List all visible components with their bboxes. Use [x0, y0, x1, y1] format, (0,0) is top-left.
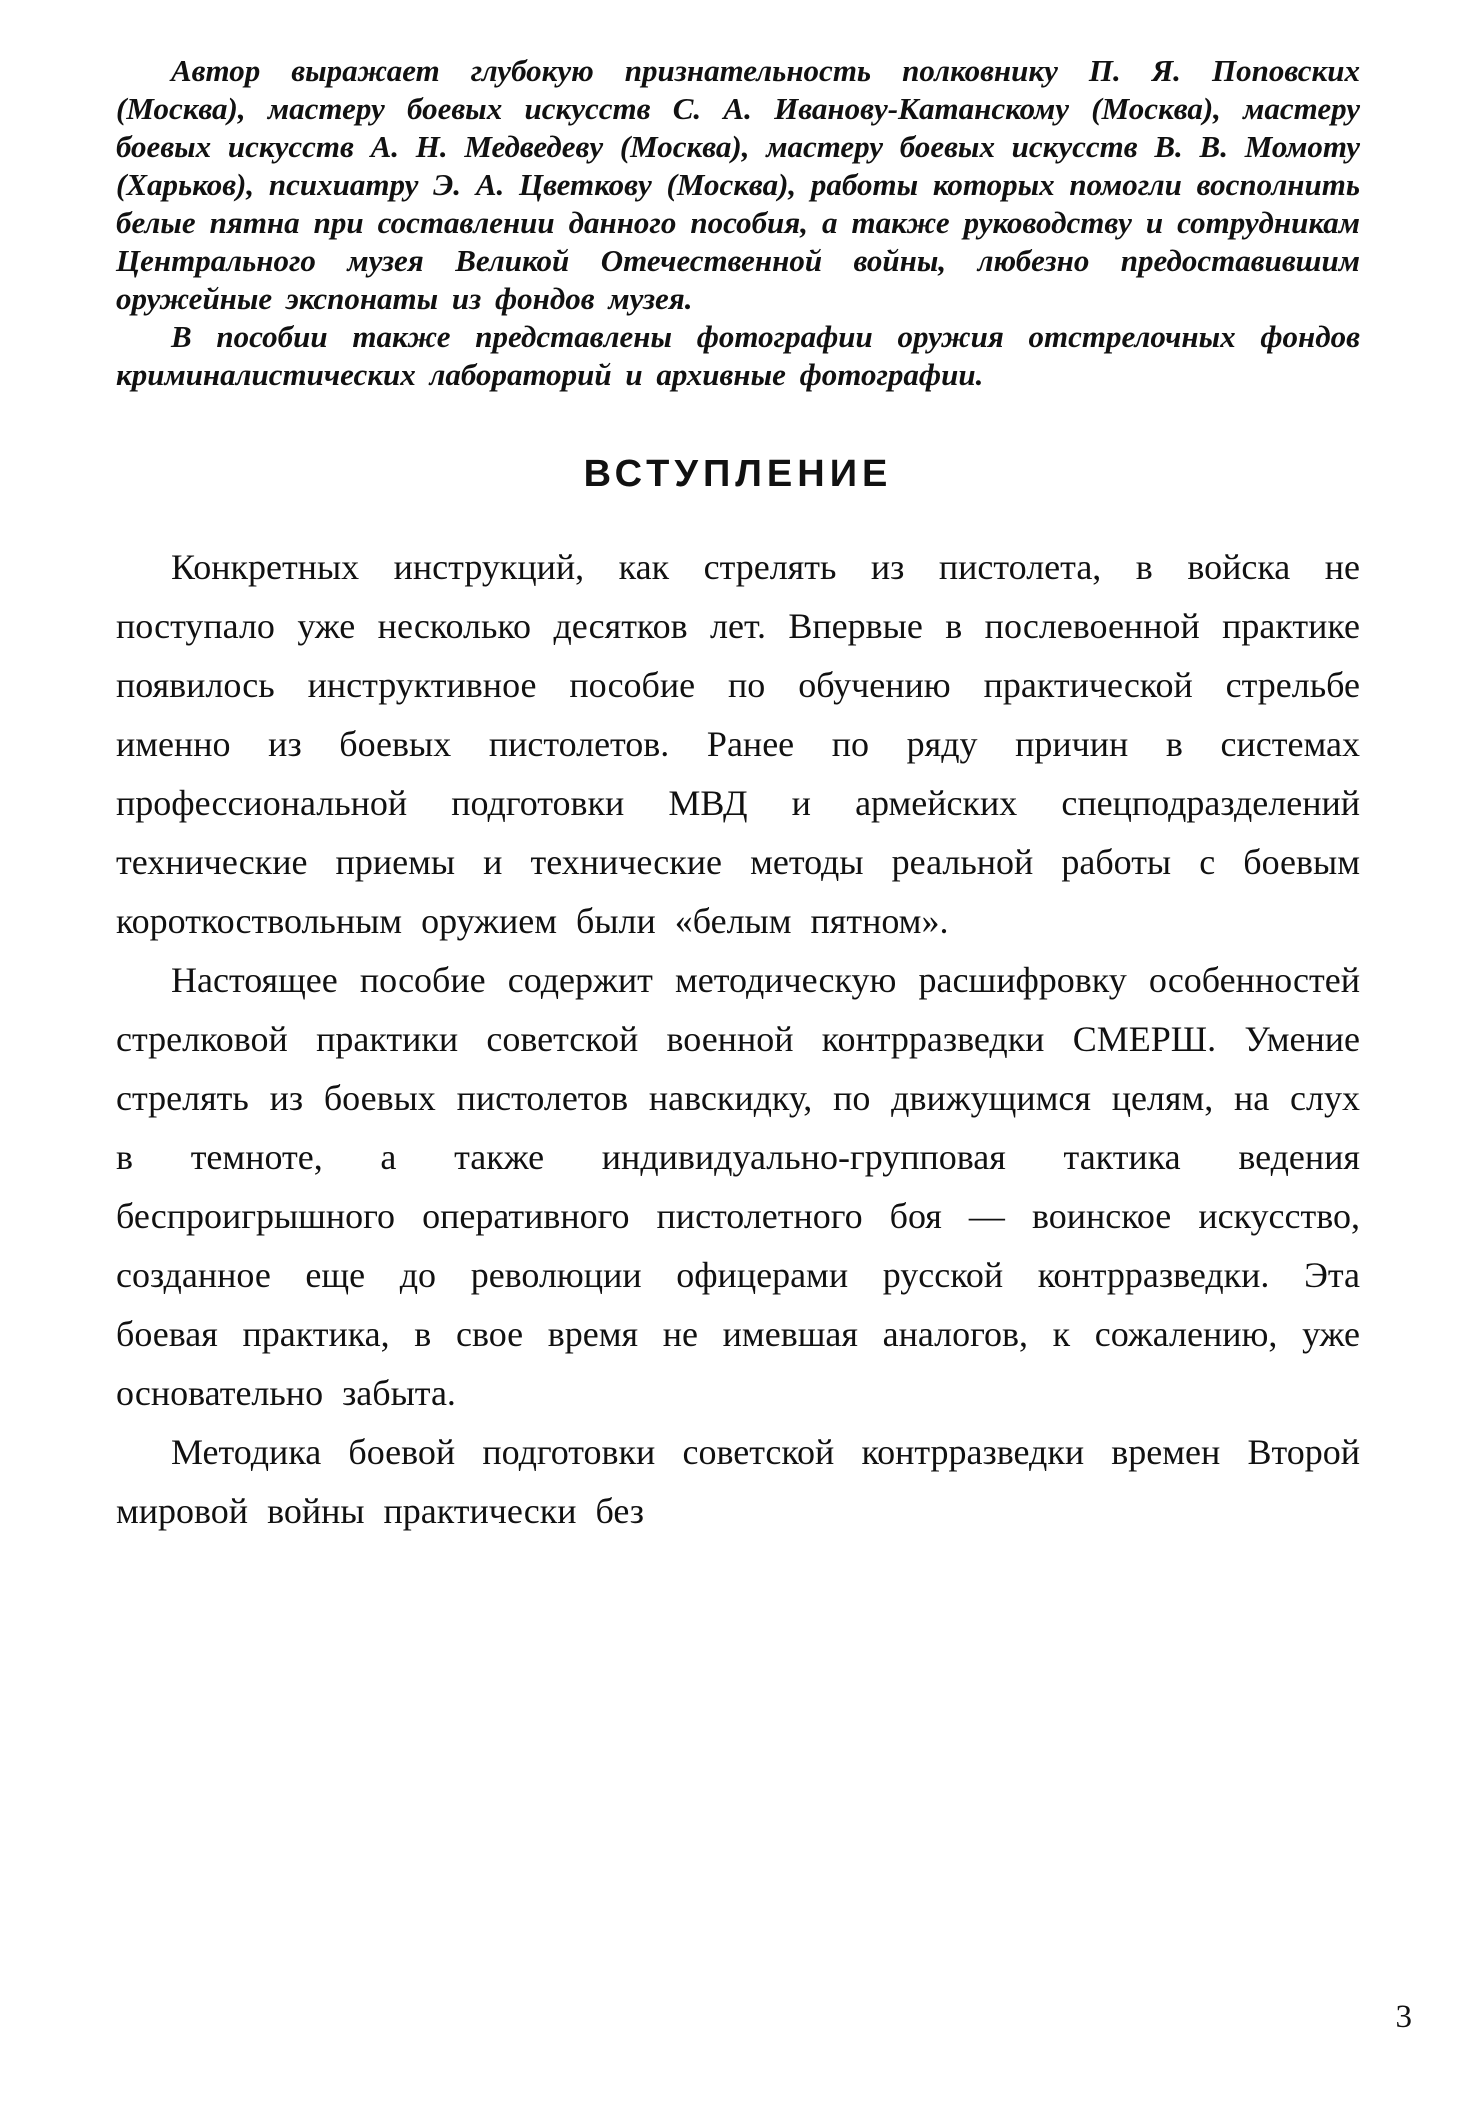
page-number: 3 [1395, 1999, 1412, 2035]
acknowledgment-block [116, 52, 1360, 394]
acknowledgment-paragraph: В пособии также представлены фотографии оружия отстрелочных фондов криминалистических лабораторий и архивные фотографии. [116, 319, 1360, 392]
body-paragraph: Методика боевой подготовки советской контрразведки времен Второй мировой войны практически без [116, 1432, 1360, 1531]
acknowledgment-paragraph: Автор выражает глубокую признательность полковнику П. Я. Поповских (Москва), мастеру боевых искусств С. А. Иванову-Катанскому (Москва), мастеру боевых искусств А. Н. Медведеву (Москва), мастеру боевых искусств В. В. Момоту (Харьков), психиатру Э. А. Цветкову (Москва), работы которых помогли восполнить белые пятна при составлении данного пособия, а также руководству и сотрудникам Центрального музея Великой Отечественной войны, любезно предоставившим оружейные экспонаты из фондов музея. [116, 53, 1360, 316]
section-body [116, 538, 1360, 1541]
body-paragraph: Конкретных инструкций, как стрелять из пистолета, в войска не поступало уже несколько десятков лет. Впервые в послевоенной практике появилось инструктивное пособие по обучению практической стрельбе именно из боевых пистолетов. Ранее по ряду причин в системах профессиональной подготовки МВД и армейских спецподразделений технические приемы и технические методы реальной работы с боевым короткоствольным оружием были «белым пятном». [116, 547, 1360, 941]
body-paragraph: Настоящее пособие содержит методическую расшифровку особенностей стрелковой практики советской военной контрразведки СМЕРШ. Умение стрелять из боевых пистолетов навскидку, по движущимся целям, на слух в темноте, а также индивидуально-групповая тактика ведения беспроигрышного оперативного пистолетного боя — воинское искусство, созданное еще до революции офицерами русской контрразведки. Эта боевая практика, в свое время не имевшая аналогов, к сожалению, уже основательно забыта. [116, 960, 1360, 1413]
section-heading: ВСТУПЛЕНИЕ [583, 453, 893, 495]
